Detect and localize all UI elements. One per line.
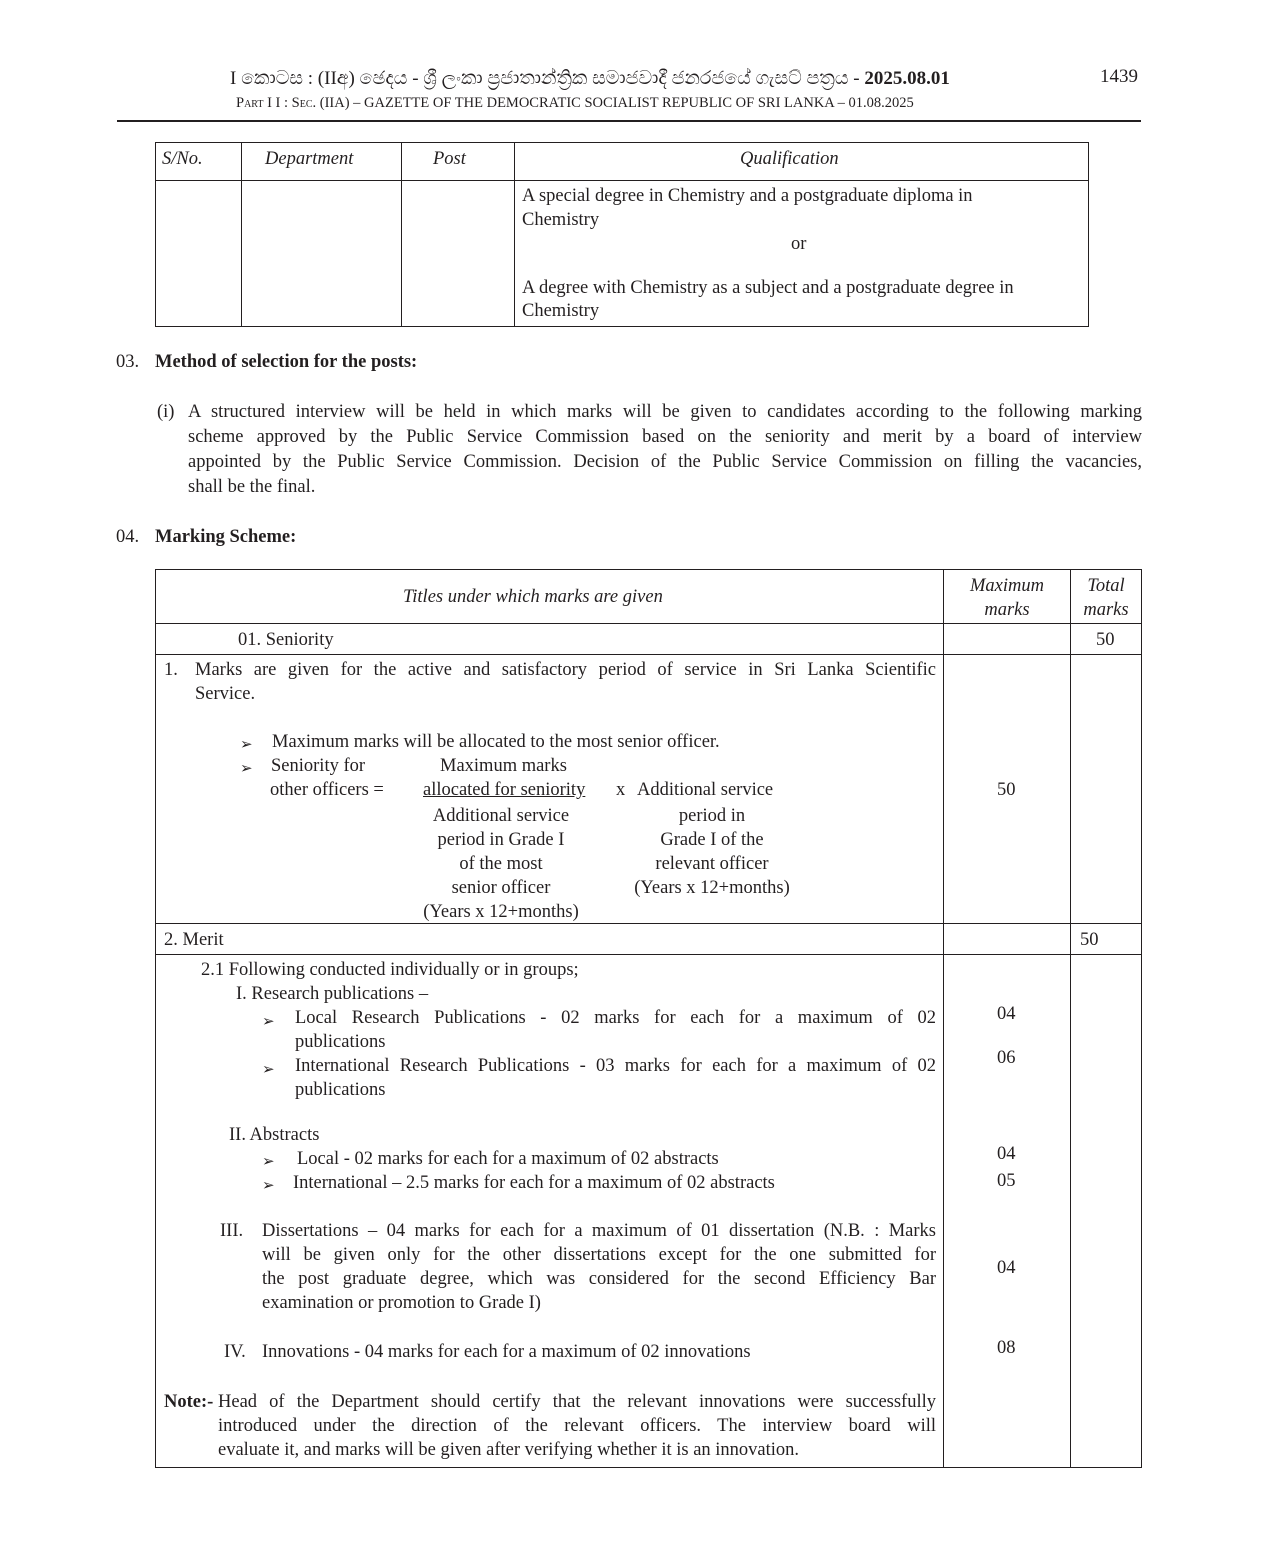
sinhala-header (230, 68, 950, 90)
seniority-desc: Marks are given for the active and satisfactory period of service in Sri Lanka Scientific (195, 660, 936, 680)
note-label: Note:- (164, 1392, 214, 1412)
research-intl: International Research Publications - 03 marks for each for a maximum of 02 (295, 1056, 936, 1076)
header-sec: Sec. (291, 95, 317, 111)
section-04-number: 04. (116, 527, 140, 547)
seniority-heading: 01. Seniority (238, 630, 334, 650)
arrow-bullet-icon: ➢ (240, 737, 253, 753)
dissertations-line: Dissertations – 04 marks for each for a maximum of 01 dissertation (N.B. : Marks (262, 1221, 936, 1241)
section-03-number: 03. (116, 352, 140, 372)
section-04-title: Marking Scheme: (155, 527, 297, 547)
sinhala-title: I කොටස : (IIඅ) ඡෙදය - ශ්‍රී ලංකා ප්‍රජාතාන්ත්‍රික සමාජවාදී ජනරජයේ ගැසට් පත්‍රය - (230, 68, 865, 89)
abstracts-local: Local - 02 marks for each for a maximum of 02 abstracts (297, 1149, 719, 1169)
research-local: Local Research Publications - 02 marks for each for a maximum of 02 (295, 1008, 936, 1028)
seniority-bullet: Maximum marks will be allocated to the most senior officer. (272, 732, 720, 752)
col-header-sno: S/No. (162, 149, 203, 169)
header-rest: (IIA) – GAZETTE OF THE DEMOCRATIC SOCIALIST REPUBLIC OF SRI LANKA – 01.08.2025 (319, 95, 914, 111)
formula-times: x (616, 780, 626, 800)
abstracts-label: II. Abstracts (229, 1125, 320, 1145)
qualification-line: Chemistry (522, 210, 600, 230)
qualification-line: Chemistry (522, 301, 600, 321)
formula-lhs: Seniority for (271, 756, 366, 776)
section-03-title: Method of selection for the posts: (155, 352, 418, 372)
arrow-bullet-icon: ➢ (262, 1178, 275, 1194)
arrow-bullet-icon: ➢ (262, 1154, 275, 1170)
seniority-desc: Service. (195, 684, 256, 704)
qualification-or: or (791, 234, 807, 254)
section-03-line: shall be the final. (188, 477, 316, 497)
innovations-marks: 08 (997, 1338, 1016, 1358)
dissertations-line: the post graduate degree, which was considered for the second Efficiency Bar (262, 1269, 936, 1289)
col-header-post: Post (433, 149, 466, 169)
innovations-roman: IV. (224, 1342, 246, 1362)
arrow-bullet-icon: ➢ (240, 761, 253, 777)
seniority-item-no: 1. (164, 660, 178, 680)
merit-total: 50 (1080, 930, 1099, 950)
header-titles: Titles under which marks are given (403, 587, 663, 607)
dissertations-line: examination or promotion to Grade I) (262, 1293, 541, 1313)
sinhala-date: 2025.08.01 (864, 68, 950, 89)
abstracts-intl: International – 2.5 marks for each for a maximum of 02 abstracts (293, 1173, 775, 1193)
research-intl: publications (295, 1080, 386, 1100)
merit-intro: 2.1 Following conducted individually or in groups; (201, 960, 579, 980)
qualification-line: A degree with Chemistry as a subject and a postgraduate degree in (522, 278, 1014, 298)
research-intl-marks: 06 (997, 1048, 1016, 1068)
header-max-marks: Maximum marks (970, 576, 1044, 620)
formula-numerator: Maximum marks (440, 756, 567, 776)
research-local-marks: 04 (997, 1004, 1016, 1024)
note-line: Head of the Department should certify that the relevant innovations were successfully (218, 1392, 936, 1412)
section-03-item-label: (i) (157, 402, 175, 422)
merit-heading: 2. Merit (164, 930, 224, 950)
formula-lhs: other officers = (270, 780, 384, 800)
section-03-line: appointed by the Public Service Commission. Decision of the Public Service Commission on filling the vacancies, (188, 452, 1142, 472)
research-local: publications (295, 1032, 386, 1052)
note-line: introduced under the direction of the relevant officers. The interview board will (218, 1416, 936, 1436)
section-03-line: A structured interview will be held in which marks will be given to candidates according to the following marking (188, 402, 1142, 422)
abstracts-local-marks: 04 (997, 1144, 1016, 1164)
header-rule (117, 120, 1141, 122)
formula-right: period in Grade I of the relevant officer (Years x 12+months) (634, 806, 790, 898)
research-label: I. Research publications – (236, 984, 429, 1004)
dissertations-line: will be given only for the other dissertations except for the one submitted for (262, 1245, 936, 1265)
arrow-bullet-icon: ➢ (262, 1014, 275, 1030)
formula-denominator: Additional service period in Grade I of the most senior officer (Years x 12+months) (423, 806, 579, 922)
abstracts-intl-marks: 05 (997, 1171, 1016, 1191)
col-header-qualification: Qualification (740, 149, 839, 169)
formula-right: Additional service (637, 780, 774, 800)
section-03-line: scheme approved by the Public Service Commission based on the seniority and merit by a board of interview (188, 427, 1142, 447)
qualification-line: A special degree in Chemistry and a postgraduate diploma in (522, 186, 973, 206)
formula-numerator: allocated for seniority (423, 780, 586, 800)
innovations-text: Innovations - 04 marks for each for a maximum of 02 innovations (262, 1342, 751, 1362)
dissertations-marks: 04 (997, 1258, 1016, 1278)
dissertations-roman: III. (220, 1221, 244, 1241)
col-header-department: Department (265, 149, 354, 169)
note-line: evaluate it, and marks will be given after verifying whether it is an innovation. (218, 1440, 800, 1460)
page-number: 1439 (1100, 66, 1138, 87)
arrow-bullet-icon: ➢ (262, 1062, 275, 1078)
header-total-marks: Total marks (1083, 576, 1129, 620)
seniority-max-marks: 50 (997, 780, 1016, 800)
english-header: Part I I : Sec. (IIA) – GAZETTE OF THE DEMOCRATIC SOCIALIST REPUBLIC OF SRI LANKA – 01.08.2025 (236, 95, 914, 111)
seniority-total: 50 (1096, 630, 1115, 650)
header-part: Part I (236, 95, 272, 111)
